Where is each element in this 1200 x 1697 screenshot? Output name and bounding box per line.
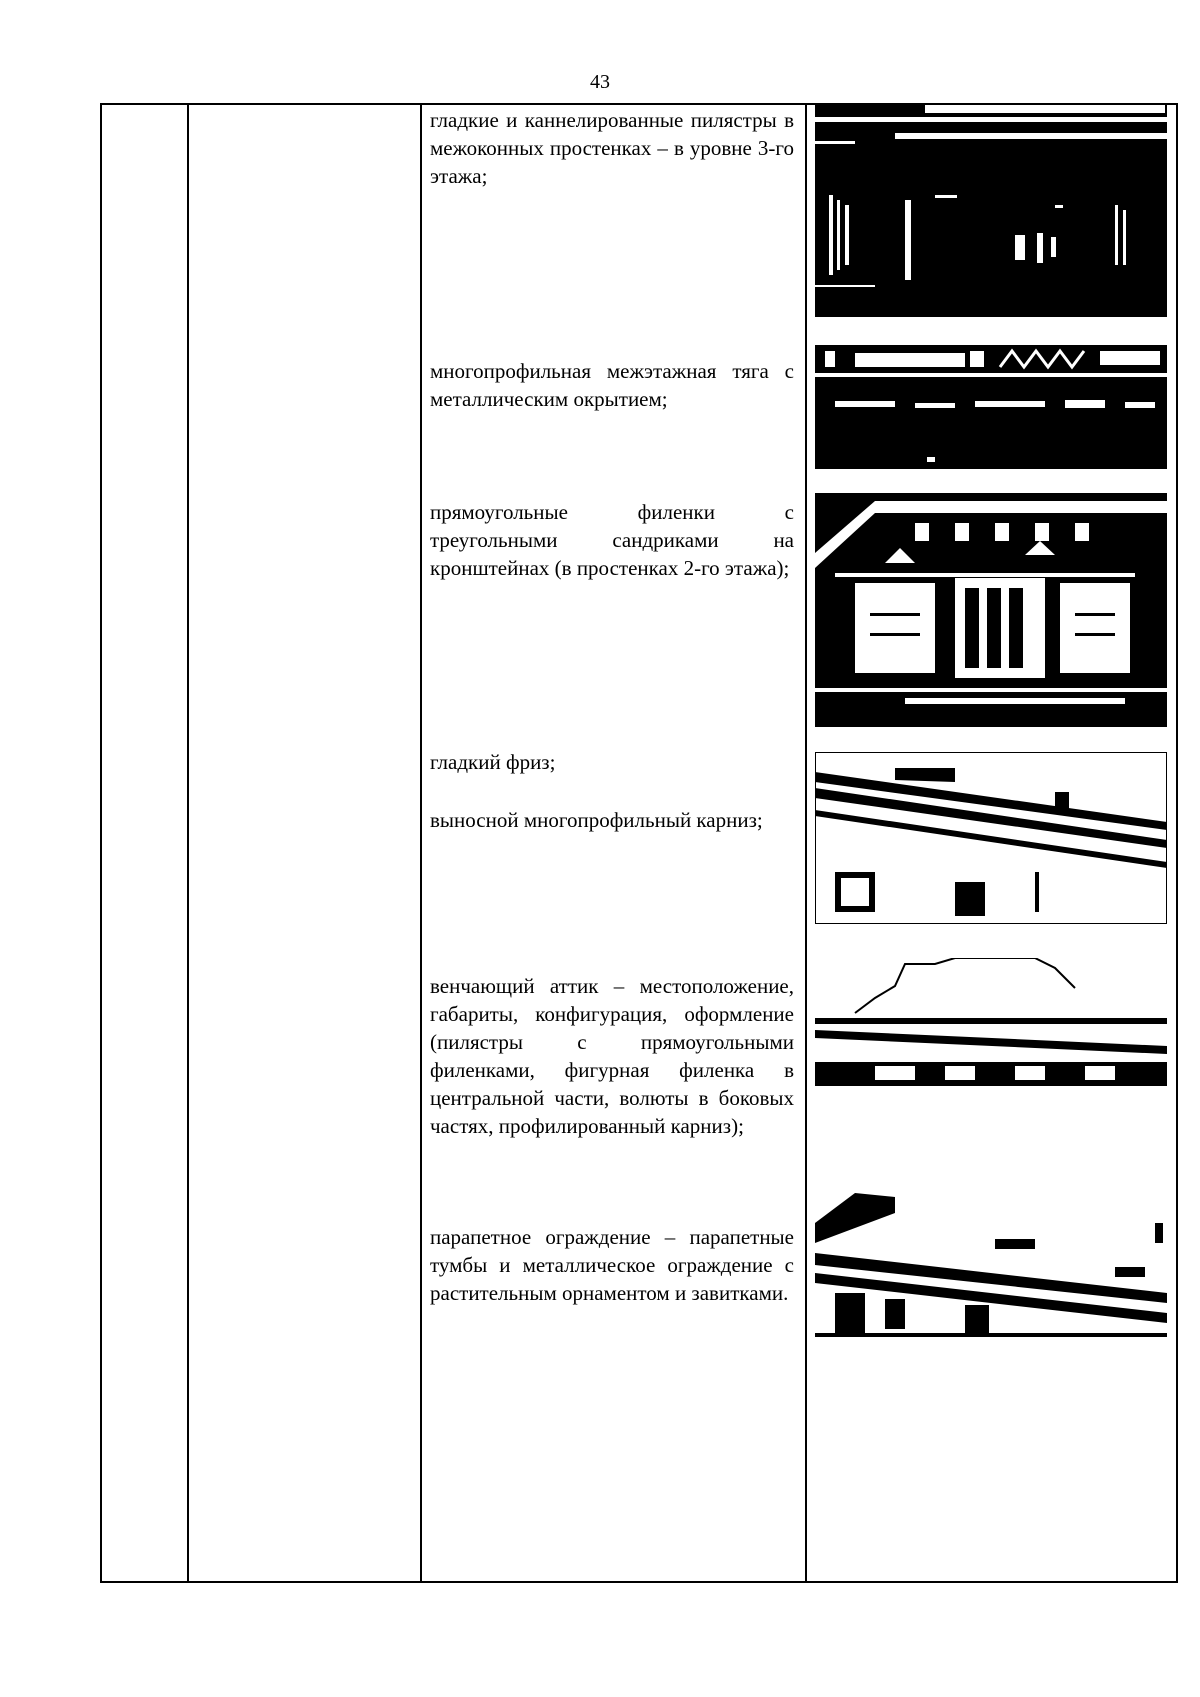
column-divider [187,105,189,1581]
element-description-panels: прямоугольные филенки с треугольными сандриками на кронштейнах (в простенках 2-го этажа); [430,500,794,580]
facade-photo-pilasters [815,105,1167,317]
facade-photo-panels [815,493,1167,727]
column-divider [420,105,422,1581]
element-description-attic: венчающий аттик – местоположение, габариты, конфигурация, оформление (пилястры с прямоугольными филенками, фигурная филенка в центральной части, волюты в боковых частях, профилированный карниз); [430,974,794,1138]
element-description-belt-course: многопрофильная межэтажная тяга с металлическим окрытием; [430,359,794,411]
facade-photo-cornice [815,752,1167,924]
facade-photo-parapet [815,1183,1167,1341]
facade-photo-belt-course [815,345,1167,469]
element-description-pilasters: гладкие и каннелированные пилястры в межоконных простенках – в уровне 3-го этажа; [430,108,794,188]
element-description-cornice: выносной многопрофильный карниз; [430,808,763,832]
page-number: 43 [590,71,610,93]
facade-photo-attic [815,958,1167,1086]
element-description-parapet: парапетное ограждение – парапетные тумбы и металлическое ограждение с растительным орнаментом и завитками. [430,1225,794,1305]
element-description-frieze: гладкий фриз; [430,750,556,774]
column-divider [805,105,807,1581]
